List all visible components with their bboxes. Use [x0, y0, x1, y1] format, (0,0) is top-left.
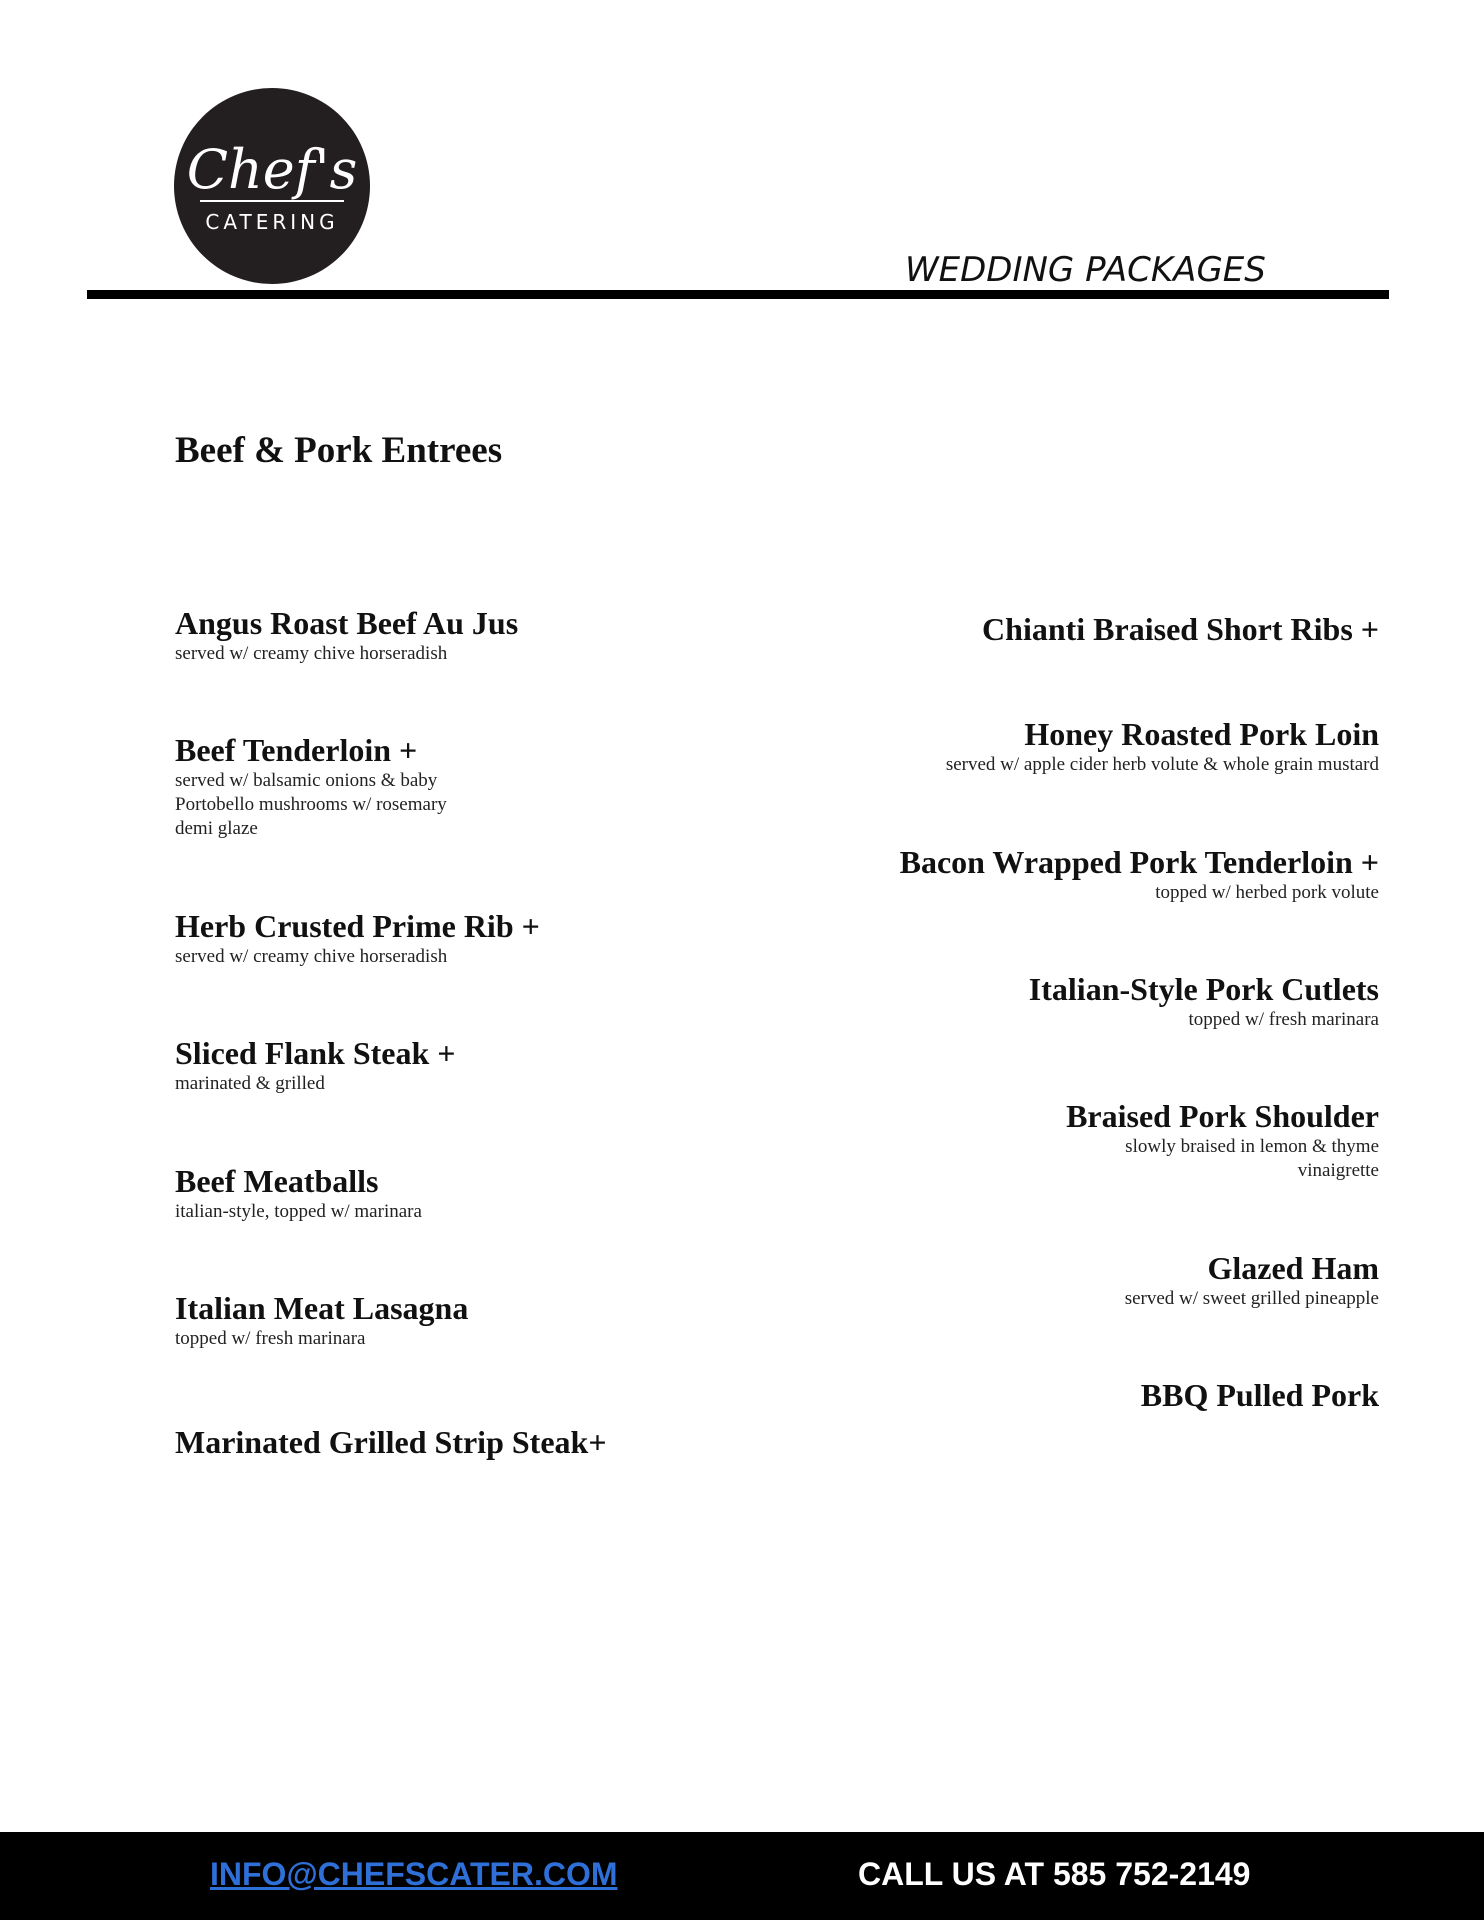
menu-item-name: Honey Roasted Pork Loin	[1024, 716, 1379, 752]
menu-item-description: topped w/ fresh marinara	[175, 1328, 366, 1349]
menu-item	[1066, 1097, 1379, 1183]
phone-number: CALL US AT 585 752-2149	[858, 1856, 1251, 1892]
menu-item	[1029, 970, 1379, 1032]
menu-item-description: served w/ creamy chive horseradish	[175, 643, 448, 664]
menu-item	[175, 1162, 422, 1224]
chefs-catering-logo	[174, 88, 370, 284]
menu-item-name: Beef Meatballs	[175, 1163, 379, 1199]
menu-item-name: Chianti Braised Short Ribs +	[982, 611, 1379, 647]
menu-item-name: Marinated Grilled Strip Steak+	[175, 1424, 607, 1460]
menu-item-name: Herb Crusted Prime Rib +	[175, 908, 540, 944]
logo-script-text: Chef's	[186, 138, 358, 201]
menu-item	[982, 610, 1379, 648]
menu-item	[175, 1423, 607, 1461]
menu-item	[175, 907, 540, 969]
menu-item-name: Beef Tenderloin +	[175, 732, 418, 768]
menu-item-description: topped w/ herbed pork volute	[1155, 882, 1379, 903]
menu-item-description: served w/ apple cider herb volute & whole grain mustard	[945, 754, 1379, 775]
menu-item-description: served w/ balsamic onions & baby Portobello mushrooms w/ rosemary demi glaze	[175, 770, 447, 839]
menu-item	[1125, 1249, 1379, 1311]
logo-mark	[174, 88, 370, 284]
menu-item	[175, 1034, 456, 1096]
menu-item-name: Sliced Flank Steak +	[175, 1035, 456, 1071]
menu-item	[175, 604, 518, 666]
menu-item-name: Bacon Wrapped Pork Tenderloin +	[899, 844, 1379, 880]
menu-item-name: Italian Meat Lasagna	[175, 1290, 469, 1326]
menu-item-description: marinated & grilled	[175, 1073, 325, 1094]
logo-sub-text: CATERING	[205, 210, 339, 234]
menu-item-name: Glazed Ham	[1207, 1250, 1379, 1286]
menu-item	[175, 1289, 468, 1351]
menu-item-name: Braised Pork Shoulder	[1066, 1098, 1379, 1134]
menu-item-description: italian-style, topped w/ marinara	[175, 1201, 422, 1222]
footer-bar	[0, 1832, 1484, 1920]
email-link[interactable]: INFO@CHEFSCATER.COM	[210, 1856, 618, 1892]
menu-item	[900, 843, 1379, 905]
menu-item-description: served w/ creamy chive horseradish	[175, 946, 448, 967]
menu-item-name: Angus Roast Beef Au Jus	[175, 605, 519, 641]
menu-item-description: served w/ sweet grilled pineapple	[1124, 1288, 1379, 1309]
menu-item	[175, 731, 447, 841]
menu-item-description: slowly braised in lemon & thyme vinaigrette	[1125, 1136, 1379, 1181]
section-title: Beef & Pork Entrees	[175, 430, 503, 471]
menu-item-name: Italian-Style Pork Cutlets	[1028, 971, 1379, 1007]
header-divider	[87, 290, 1389, 299]
header-title: WEDDING PACKAGES	[905, 250, 1266, 290]
menu-item-description: topped w/ fresh marinara	[1188, 1009, 1379, 1030]
menu-item	[1141, 1376, 1379, 1414]
menu-item-name: BBQ Pulled Pork	[1140, 1377, 1379, 1413]
menu-item	[946, 715, 1379, 777]
